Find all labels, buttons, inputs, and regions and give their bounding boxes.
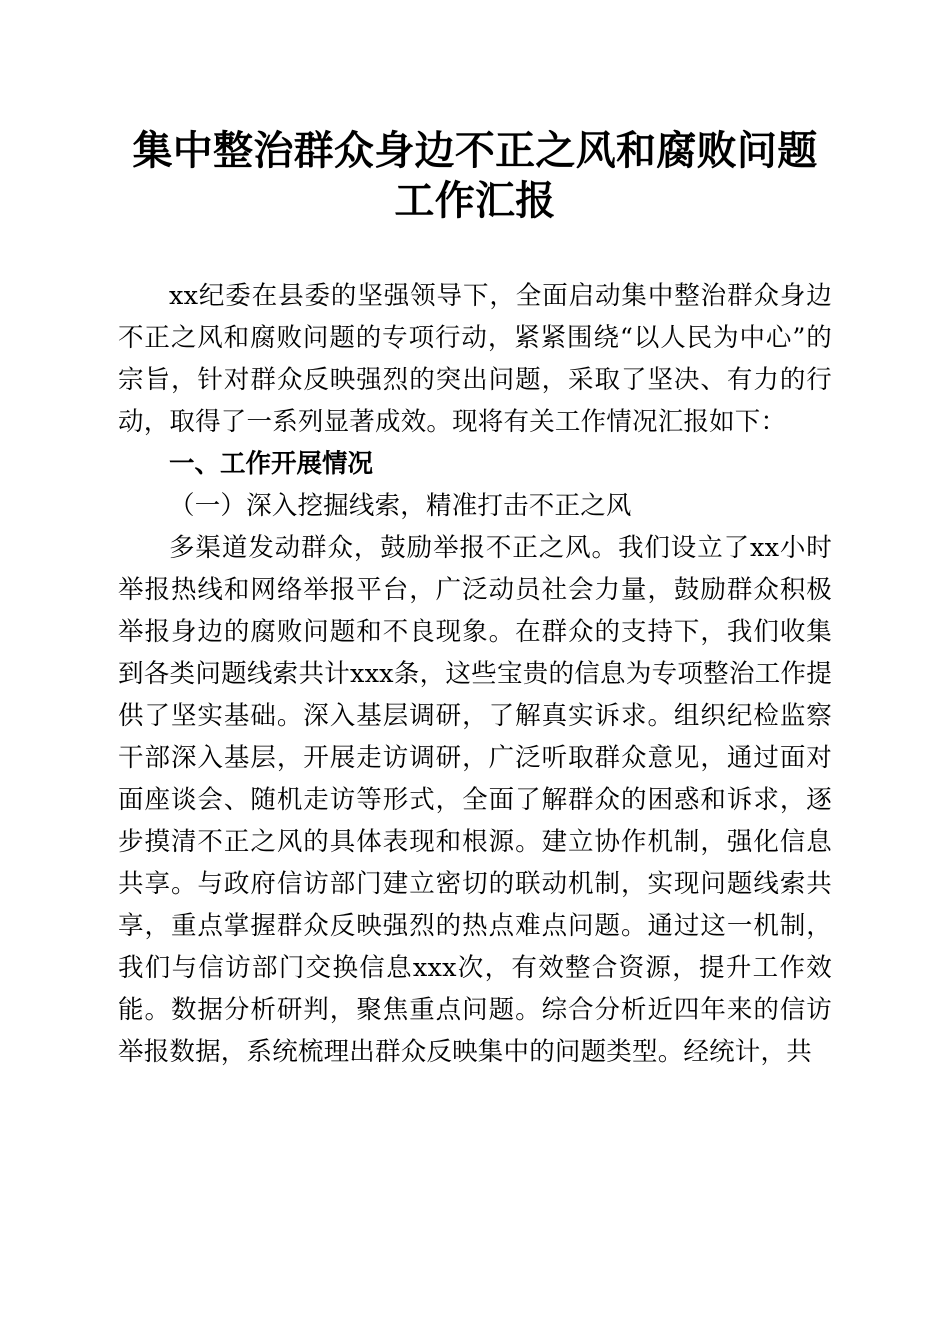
section-body-paragraph: 多渠道发动群众，鼓励举报不正之风。我们设立了xx小时举报热线和网络举报平台，广泛动员社会力量，鼓励群众积极举报身边的腐败问题和不良现象。在群众的支持下，我们收集到各类问题线索共计xxx条，这些宝贵的信息为专项整治工作提供了坚实基础。深入基层调研，了解真实诉求。组织纪检监察干部深入基层，开展走访调研，广泛听取群众意见，通过面对面座谈会、随机走访等形式，全面了解群众的困惑和诉求，逐步摸清不正之风的具体表现和根源。建立协作机制，强化信息共享。与政府信访部门建立密切的联动机制，实现问题线索共享，重点掌握群众反映强烈的热点难点问题。通过这一机制，我们与信访部门交换信息xxx次，有效整合资源，提升工作效能。数据分析研判，聚焦重点问题。综合分析近四年来的信访举报数据，系统梳理出群众反映集中的问题类型。经统计，共 bbox=[118, 533, 832, 1067]
section-heading-one: 一、工作开展情况 bbox=[169, 449, 374, 479]
document-body bbox=[118, 275, 832, 1073]
subsection-heading-one-a: （一）深入挖掘线索，精准打击不正之风 bbox=[169, 491, 632, 521]
page-title: 集中整治群众身边不正之风和腐败问题工作汇报 bbox=[132, 128, 818, 224]
intro-paragraph: xx纪委在县委的坚强领导下，全面启动集中整治群众身边不正之风和腐败问题的专项行动，紧紧围绕“以人民为中心”的宗旨，针对群众反映强烈的突出问题，采取了坚决、有力的行动，取得了一系列显著成效。现将有关工作情况汇报如下： bbox=[118, 281, 832, 437]
